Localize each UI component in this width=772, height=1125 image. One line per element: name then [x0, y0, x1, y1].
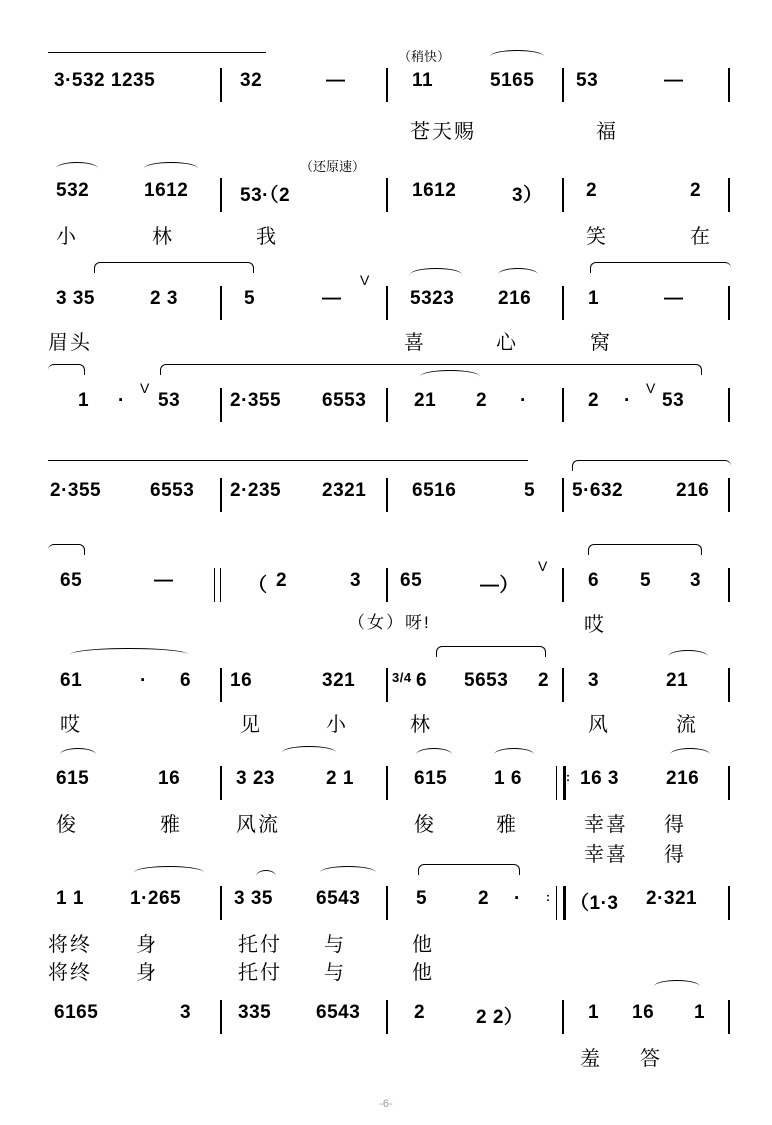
note-group: 6553 [150, 480, 195, 501]
note-group: — [154, 570, 174, 591]
phrase-line [48, 460, 528, 461]
note-group: 2 [414, 1002, 426, 1023]
lyric: 哎 [60, 714, 82, 736]
note-group: 2 [588, 390, 600, 411]
repeat-end [556, 886, 566, 920]
note-group: 3 [588, 670, 600, 691]
barline [220, 766, 222, 800]
lyric: 心 [496, 332, 518, 354]
barline [562, 1000, 564, 1034]
slur [134, 866, 204, 879]
time-signature: 3/4 [392, 670, 412, 685]
note-group: 21 [666, 670, 689, 691]
note-group: 3 23 [236, 768, 275, 789]
barline [386, 568, 388, 602]
note-group: 16 [632, 1002, 655, 1023]
note-group: · [624, 390, 631, 411]
barline [562, 68, 564, 102]
lyric: 与 [324, 962, 346, 984]
lyric: （女）呀! [348, 613, 431, 632]
note-group: 216 [676, 480, 710, 501]
lyric: 他 [412, 962, 434, 984]
note-group: 3 [690, 570, 702, 591]
slur [416, 748, 452, 761]
tempo-marking: （还原速） [300, 159, 366, 174]
barline [386, 886, 388, 920]
repeat-dots: : [566, 770, 573, 784]
lyric: 林 [410, 714, 432, 736]
barline [220, 478, 222, 512]
note-group: 53 [576, 70, 599, 91]
lyric: 俊 [56, 814, 78, 836]
note-group: 615 [56, 768, 90, 789]
slur [70, 648, 188, 661]
note-group: 5653 [464, 670, 509, 691]
note-group: 1 6 [494, 768, 522, 789]
lyric: 托付 [238, 934, 282, 956]
barline [728, 68, 730, 102]
note-group: 1612 [144, 180, 189, 201]
note-group: — [664, 70, 684, 91]
note-group: 53 [662, 390, 685, 411]
slur [670, 748, 710, 761]
note-group: 1·265 [130, 888, 182, 909]
lyric: 他 [412, 934, 434, 956]
phrase-slur [572, 460, 731, 471]
note-group: 2·355 [50, 480, 102, 501]
note-group: · [520, 390, 527, 411]
barline [728, 568, 730, 602]
note-group: 5·632 [572, 480, 624, 501]
note-group: 1612 [412, 180, 457, 201]
note-group: 615 [414, 768, 448, 789]
barline [386, 68, 388, 102]
breath-mark: V [140, 380, 150, 396]
lyric: 眉头 [48, 332, 92, 354]
barline [386, 478, 388, 512]
phrase-slur [588, 544, 702, 555]
barline [220, 388, 222, 422]
lyric: 得 [664, 844, 686, 866]
lyric: 哎 [584, 614, 606, 636]
lyric: 雅 [160, 814, 182, 836]
slur [498, 268, 538, 281]
note-group: 3 [350, 570, 362, 591]
note-group: 6553 [322, 390, 367, 411]
note-group: 2·321 [646, 888, 698, 909]
note-group: 2 [586, 180, 598, 201]
barline [728, 178, 730, 212]
note-group: 216 [498, 288, 532, 309]
tempo-marking: （稍快） [398, 49, 451, 64]
note-group: — [664, 288, 684, 309]
phrase-slur [94, 262, 254, 273]
note-group: 5 [416, 888, 428, 909]
barline [386, 286, 388, 320]
lyric: 答 [640, 1048, 662, 1070]
barline [386, 178, 388, 212]
note-group: 61 [60, 670, 83, 691]
note-group: 16 [158, 768, 181, 789]
lyric: 将终 [48, 962, 92, 984]
note-group: 6 [416, 670, 428, 691]
lyric: 喜 [404, 332, 426, 354]
note-group: — [322, 288, 342, 309]
note-group: 5 [524, 480, 536, 501]
slur [60, 748, 96, 761]
note-group: 2·235 [230, 480, 282, 501]
breath-mark: V [360, 272, 370, 288]
phrase-slur [48, 364, 85, 375]
slur [410, 268, 462, 281]
note-group: 53·（2 [240, 185, 291, 206]
lyric: 托付 [238, 962, 282, 984]
lyric: 苍天赐 [410, 121, 476, 143]
lyric: 风流 [236, 814, 280, 836]
note-group: 6543 [316, 1002, 361, 1023]
barline [728, 286, 730, 320]
lyric: 幸喜 [584, 844, 628, 866]
note-group: 3 [180, 1002, 192, 1023]
barline [386, 1000, 388, 1034]
note-group: 532 [56, 180, 90, 201]
barline [220, 68, 222, 102]
note-group: 1 1 [56, 888, 84, 909]
note-group: 1 [78, 390, 90, 411]
repeat-start [556, 766, 566, 800]
note-group: 16 [230, 670, 253, 691]
slur [668, 650, 708, 663]
barline [220, 178, 222, 212]
breath-mark: V [538, 558, 548, 574]
lyric: 身 [136, 934, 158, 956]
lyric: 见 [240, 714, 262, 736]
barline [728, 1000, 730, 1034]
lyric: 小 [56, 226, 78, 248]
page-number: -6- [379, 1098, 393, 1110]
note-group: 6 [180, 670, 192, 691]
note-group: 16 3 [580, 768, 619, 789]
lyric: 风 [588, 714, 610, 736]
note-group: 335 [238, 1002, 272, 1023]
barline [728, 478, 730, 512]
note-group: 3） [512, 185, 543, 206]
note-group: — [326, 70, 346, 91]
lyric: 与 [324, 934, 346, 956]
note-group: 2 [276, 570, 288, 591]
note-group: —） [480, 575, 520, 596]
note-group: 5323 [410, 288, 455, 309]
note-group: 2 [478, 888, 490, 909]
lyric: 幸喜 [584, 814, 628, 836]
slur [56, 162, 98, 175]
note-group: 1 [694, 1002, 706, 1023]
lyric: 将终 [48, 934, 92, 956]
note-group: · [140, 670, 147, 691]
barline [220, 286, 222, 320]
note-group: 2 [538, 670, 550, 691]
note-group: 65 [60, 570, 83, 591]
note-group: 21 [414, 390, 437, 411]
lyric: 窝 [590, 332, 612, 354]
phrase-line [48, 52, 266, 53]
note-group: 216 [666, 768, 700, 789]
note-group: （1·3 [570, 893, 619, 914]
barline [220, 1000, 222, 1034]
note-group: 5 [640, 570, 652, 591]
barline [562, 388, 564, 422]
note-group: 6165 [54, 1002, 99, 1023]
phrase-slur [436, 646, 546, 657]
phrase-slur [590, 262, 731, 273]
barline [728, 668, 730, 702]
lyric: 我 [256, 226, 278, 248]
note-group: 2 2） [476, 1007, 524, 1028]
note-group: 2 1 [326, 768, 354, 789]
lyric: 林 [152, 226, 174, 248]
lyric: 雅 [496, 814, 518, 836]
note-group: 3 35 [56, 288, 95, 309]
note-group: 53 [158, 390, 181, 411]
note-group: 321 [322, 670, 356, 691]
note-group: 2321 [322, 480, 367, 501]
slur [256, 870, 276, 883]
slur [320, 866, 376, 879]
slur [494, 748, 534, 761]
note-group: 2 3 [150, 288, 178, 309]
barline [562, 286, 564, 320]
barline [386, 766, 388, 800]
barline [562, 478, 564, 512]
barline [386, 668, 388, 702]
lyric: 福 [596, 121, 618, 143]
lyric: 流 [676, 714, 698, 736]
slur [420, 370, 480, 383]
phrase-slur [418, 864, 520, 875]
lyric: 得 [664, 814, 686, 836]
repeat-dots: : [546, 890, 553, 904]
double-barline [214, 568, 221, 602]
note-group: 11 [412, 70, 434, 91]
note-group: 5 [244, 288, 256, 309]
note-group: 1 [588, 1002, 600, 1023]
barline [386, 388, 388, 422]
note-group: · [514, 888, 521, 909]
note-group: （ [248, 575, 268, 596]
note-group: 3 35 [234, 888, 273, 909]
phrase-slur [48, 544, 85, 555]
slur [654, 980, 700, 993]
note-group: 3·532 1235 [54, 70, 156, 91]
barline [728, 388, 730, 422]
breath-mark: V [646, 380, 656, 396]
note-group: 2·355 [230, 390, 282, 411]
barline [728, 886, 730, 920]
barline [562, 568, 564, 602]
slur [490, 50, 544, 63]
lyric: 羞 [580, 1048, 602, 1070]
barline [562, 178, 564, 212]
note-group: 32 [240, 70, 263, 91]
lyric: 在 [690, 226, 712, 248]
barline [728, 766, 730, 800]
note-group: 2 [690, 180, 702, 201]
lyric: 笑 [586, 226, 608, 248]
note-group: 2 [476, 390, 488, 411]
note-group: 1 [588, 288, 600, 309]
lyric: 身 [136, 962, 158, 984]
slur [144, 162, 198, 175]
slur [282, 746, 336, 759]
note-group: 6516 [412, 480, 457, 501]
note-group: · [118, 390, 125, 411]
barline [562, 668, 564, 702]
lyric: 俊 [414, 814, 436, 836]
note-group: 6 [588, 570, 600, 591]
note-group: 6543 [316, 888, 361, 909]
barline [220, 886, 222, 920]
lyric: 小 [326, 714, 348, 736]
barline [220, 668, 222, 702]
note-group: 65 [400, 570, 423, 591]
note-group: 5165 [490, 70, 535, 91]
